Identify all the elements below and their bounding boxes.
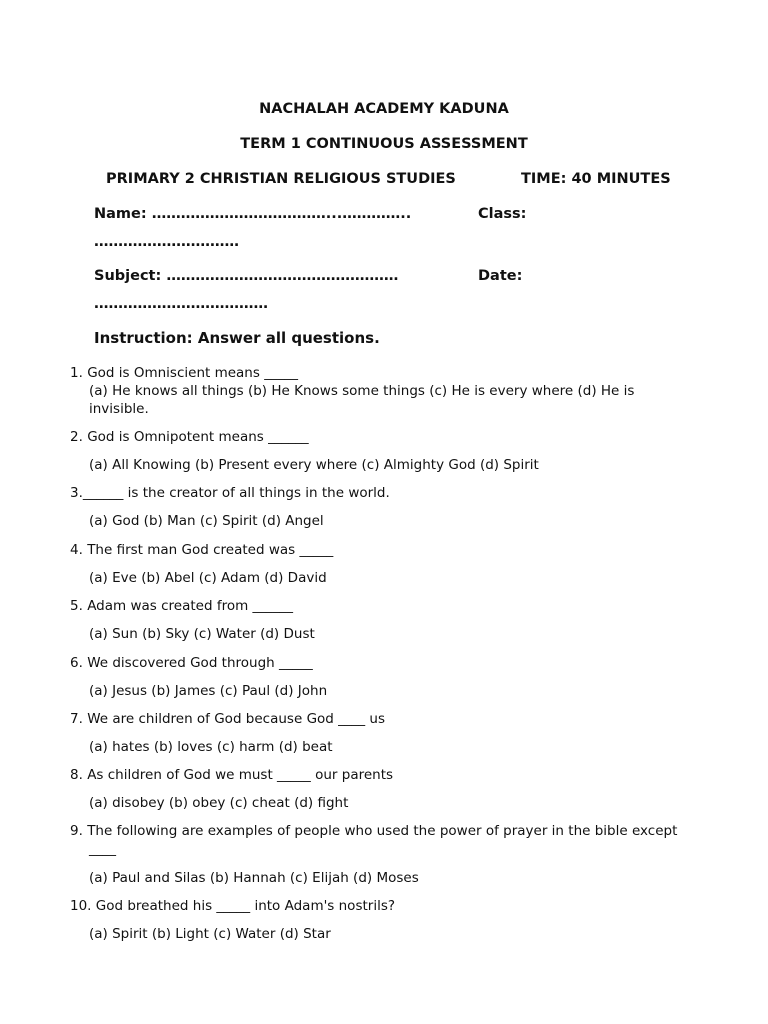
question-2 (70, 428, 710, 446)
question-number: 10. (70, 898, 92, 914)
class-field-dots: ………………………… (94, 234, 239, 250)
question-3 (70, 484, 710, 502)
question-5 (70, 597, 710, 615)
question-6-options: (a) Jesus (b) James (c) Paul (d) John (89, 683, 328, 699)
question-number: 6. (70, 655, 83, 671)
question-stem: God is Omniscient means _____ (87, 365, 298, 381)
question-1 (70, 364, 710, 382)
question-stem: God is Omnipotent means ______ (87, 429, 309, 445)
question-4 (70, 541, 710, 559)
subject-field: Subject: ………………………………………… (94, 268, 399, 284)
question-8-options: (a) disobey (b) obey (c) cheat (d) fight (89, 795, 349, 811)
question-stem: God breathed his _____ into Adam's nostrils? (95, 898, 396, 914)
exam-time: TIME: 40 MINUTES (521, 171, 671, 187)
question-9-stem-line2: ____ (89, 841, 116, 857)
class-subject-title: PRIMARY 2 CHRISTIAN RELIGIOUS STUDIES (106, 171, 456, 187)
question-number: 7. (70, 711, 83, 727)
name-field: Name: ………………………………...………….. (94, 206, 412, 222)
question-number: 9. (70, 823, 83, 839)
question-stem: The first man God created was _____ (87, 542, 334, 558)
question-3-options: (a) God (b) Man (c) Spirit (d) Angel (89, 513, 324, 529)
question-6 (70, 654, 710, 672)
question-stem: ______ is the creator of all things in the world. (82, 485, 390, 501)
question-8 (70, 766, 710, 784)
date-field-dots: ……………………………… (94, 296, 268, 312)
question-4-options: (a) Eve (b) Abel (c) Adam (d) David (89, 570, 327, 586)
question-7-options: (a) hates (b) loves (c) harm (d) beat (89, 739, 333, 755)
question-2-options: (a) All Knowing (b) Present every where (c) Almighty God (d) Spirit (89, 457, 539, 473)
question-stem: Adam was created from ______ (87, 598, 294, 614)
question-5-options: (a) Sun (b) Sky (c) Water (d) Dust (89, 626, 315, 642)
class-field-label: Class: (478, 206, 527, 222)
question-number: 3. (70, 485, 83, 501)
assessment-title: TERM 1 CONTINUOUS ASSESSMENT (240, 136, 528, 152)
question-stem: The following are examples of people who used the power of prayer in the bible except (87, 823, 678, 839)
date-field-label: Date: (478, 268, 523, 284)
question-number: 4. (70, 542, 83, 558)
question-number: 8. (70, 767, 83, 783)
instruction-text: Instruction: Answer all questions. (94, 329, 380, 347)
question-1-options-line1: (a) He knows all things (b) He Knows some things (c) He is every where (d) He is (89, 383, 635, 399)
question-number: 2. (70, 429, 83, 445)
question-10 (70, 897, 710, 915)
question-number: 5. (70, 598, 83, 614)
question-stem: As children of God we must _____ our parents (87, 767, 394, 783)
question-7 (70, 710, 710, 728)
question-10-options: (a) Spirit (b) Light (c) Water (d) Star (89, 926, 331, 942)
question-9 (70, 822, 710, 840)
question-stem: We discovered God through _____ (87, 655, 313, 671)
question-1-options-line2: invisible. (89, 401, 149, 417)
school-name: NACHALAH ACADEMY KADUNA (259, 101, 509, 117)
question-number: 1. (70, 365, 83, 381)
question-stem: We are children of God because God ____ us (87, 711, 386, 727)
question-9-options: (a) Paul and Silas (b) Hannah (c) Elijah (d) Moses (89, 870, 419, 886)
